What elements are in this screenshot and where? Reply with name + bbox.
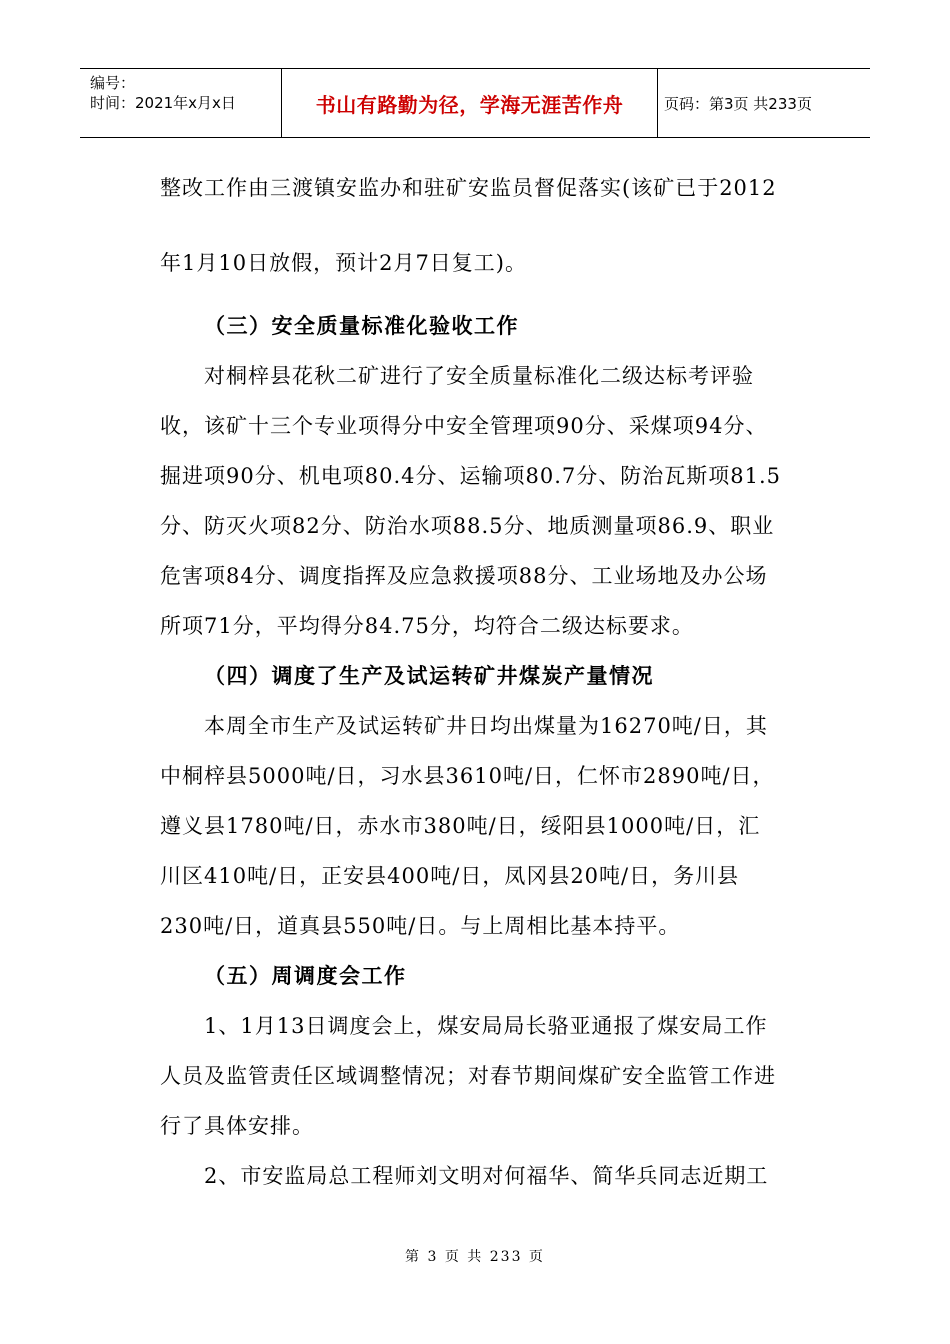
document-number-label: 编号：	[90, 74, 136, 92]
paragraph-line: 中桐梓县5000吨/日，习水县3610吨/日，仁怀市2890吨/日，	[160, 764, 775, 788]
paragraph-line: 整改工作由三渡镇安监办和驻矿安监员督促落实(该矿已于2012	[160, 176, 777, 200]
paragraph-line: 本周全市生产及试运转矿井日均出煤量为16270吨/日，其	[204, 714, 768, 738]
paragraph-line: 230吨/日，道真县550吨/日。与上周相比基本持平。	[160, 914, 681, 938]
paragraph-line: 年1月10日放假，预计2月7日复工)。	[160, 251, 527, 275]
header-meta	[80, 69, 282, 137]
paragraph-line: 遵义县1780吨/日，赤水市380吨/日，绥阳县1000吨/日，汇	[160, 814, 761, 838]
paragraph-line: 1、1月13日调度会上，煤安局局长骆亚通报了煤安局工作	[204, 1014, 768, 1038]
paragraph-line: 川区410吨/日，正安县400吨/日，凤冈县20吨/日，务川县	[160, 864, 740, 888]
header-page-info: 页码：第3页 共233页	[664, 94, 812, 113]
paragraph-line: 行了具体安排。	[160, 1114, 314, 1138]
paragraph-line: 收，该矿十三个专业项得分中安全管理项90分、采煤项94分、	[160, 414, 768, 438]
page-footer: 第 3 页 共 233 页	[405, 1249, 545, 1265]
header-motto: 书山有路勤为径，学海无涯苦作舟	[282, 69, 658, 137]
section-heading-3: （三）安全质量标准化验收工作	[204, 314, 519, 338]
section-heading-4: （四）调度了生产及试运转矿井煤炭产量情况	[204, 664, 654, 688]
paragraph-line: 分、防灭火项82分、防治水项88.5分、地质测量项86.9、职业	[160, 514, 775, 538]
document-date: 时间：2021年x月x日	[90, 94, 236, 112]
section-heading-5: （五）周调度会工作	[204, 964, 407, 988]
paragraph-line: 对桐梓县花秋二矿进行了安全质量标准化二级达标考评验	[204, 364, 754, 388]
paragraph-line: 人员及监管责任区域调整情况；对春节期间煤矿安全监管工作进	[160, 1064, 776, 1088]
paragraph-line: 所项71分，平均得分84.75分，均符合二级达标要求。	[160, 614, 694, 638]
paragraph-line: 2、市安监局总工程师刘文明对何福华、简华兵同志近期工	[204, 1164, 769, 1188]
paragraph-line: 危害项84分、调度指挥及应急救援项88分、工业场地及办公场	[160, 564, 768, 588]
page-header	[80, 68, 870, 138]
paragraph-line: 掘进项90分、机电项80.4分、运输项80.7分、防治瓦斯项81.5	[160, 464, 781, 488]
